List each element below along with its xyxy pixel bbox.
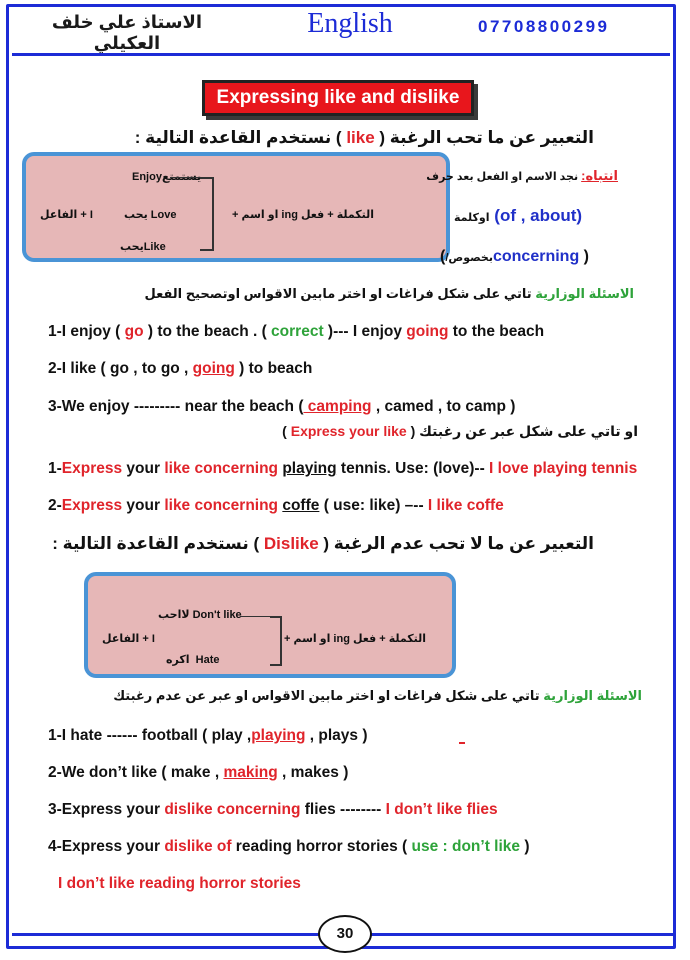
dislike-intro-keyword: Dislike <box>263 534 319 553</box>
express-en: Express your like <box>290 423 407 439</box>
like-intro-part2: ) نستخدم القاعدة التالية : <box>134 128 342 147</box>
dislike-verb-bracket <box>270 616 282 666</box>
like-question-3: 3-We enjoy --------- near the beach ( camping , camed , to camp ) <box>48 398 516 415</box>
like-question-1: 1-I enjoy ( go ) to the beach . ( correct )--- I enjoy going to the beach <box>48 323 545 340</box>
note-text: نجد الاسم او الفعل بعد حرف <box>426 171 579 183</box>
dislike-answer: I don’t like reading horror stories <box>58 875 301 892</box>
dislike-intro-part2: ) نستخدم القاعدة التالية : <box>52 534 260 553</box>
subject-label: الفاعل + I <box>40 209 93 221</box>
verb-dont-like: لااحب Don't like <box>158 609 242 621</box>
like-intro <box>135 128 594 148</box>
dislike-rule-box <box>84 572 456 678</box>
like-ministry-label: الاسئلة الوزارية <box>535 286 634 301</box>
verb-like: يحبLike <box>120 241 166 253</box>
note-label: انتباه: <box>581 168 618 183</box>
dislike-subject-label: الفاعل + I <box>102 633 155 645</box>
phone-number: 07708800299 <box>478 17 610 36</box>
note-prepositions: (of , about) <box>494 206 583 225</box>
like-rule-box <box>22 152 450 262</box>
header-divider <box>12 53 670 56</box>
express-question-2: 2-Express your like concerning coffe ( use: like) –-- I like coffe <box>48 497 504 514</box>
like-question-2: 2-I like ( go , to go , going ) to beach <box>48 360 313 377</box>
note-line <box>426 168 618 184</box>
like-intro-part1: التعبير عن ما تحب الرغبة ( <box>379 128 594 147</box>
verb-enjoy: Enjoyيستمتع <box>132 171 202 183</box>
dislike-ministry-line <box>113 688 642 704</box>
verb-hate: اكره Hate <box>166 654 220 666</box>
like-complement: التكملة + فعل ing او اسم + <box>232 209 375 221</box>
dislike-ministry-label: الاسئلة الوزارية <box>543 688 642 703</box>
like-ministry-text: تاتي على شكل فراغات او اختر مابين الاقواس اوتصحيح الفعل <box>144 286 532 301</box>
page-header <box>0 0 690 52</box>
note-preps <box>454 206 582 226</box>
dislike-question-4: 4-Express your dislike of reading horror stories ( use : don’t like ) <box>48 838 530 855</box>
like-intro-keyword: like <box>346 128 375 147</box>
verb-love: يحب Love <box>124 209 177 221</box>
lesson-title: Expressing like and dislike <box>202 80 474 116</box>
dislike-bracket-top-line <box>240 616 270 617</box>
dislike-intro-part1: التعبير عن ما لا تحب عدم الرغبة ( <box>323 534 594 553</box>
dislike-question-2: 2-We don’t like ( make , making , makes ) <box>48 764 349 781</box>
express-like-line: او تاتي على شكل عبر عن رغبتك ( Express your like ) <box>282 423 638 439</box>
express-ar: او تاتي على شكل عبر عن رغبتك ( <box>410 423 638 439</box>
teacher-name: الاستاذ علي خلف العكيلي <box>51 12 203 53</box>
note-concerning: (/بخصوصconcerning ) <box>440 248 589 265</box>
dislike-question-3: 3-Express your dislike concerning flies -------- I don’t like flies <box>48 801 498 818</box>
dislike-complement: التكملة + فعل ing او اسم + <box>284 633 427 645</box>
express-question-1: 1-Express your like concerning playing tennis. Use: (love)-- I love playing tennis <box>48 460 638 477</box>
dislike-question-1: 1-I hate ------ football ( play ,playing , plays ) <box>48 727 368 744</box>
subject-title: English <box>307 8 393 39</box>
bracket-top-line <box>170 177 200 178</box>
dislike-intro <box>52 534 594 554</box>
verb-bracket <box>200 177 214 251</box>
page-number: 30 <box>318 915 372 953</box>
dislike-ministry-text: تاتي على شكل فراغات او اختر مابين الاقواس او عبر عن عدم رغبتك <box>113 688 540 703</box>
note-or-word: اوكلمة <box>454 212 490 224</box>
like-ministry-line <box>145 286 635 302</box>
red-dash-mark <box>459 742 465 744</box>
